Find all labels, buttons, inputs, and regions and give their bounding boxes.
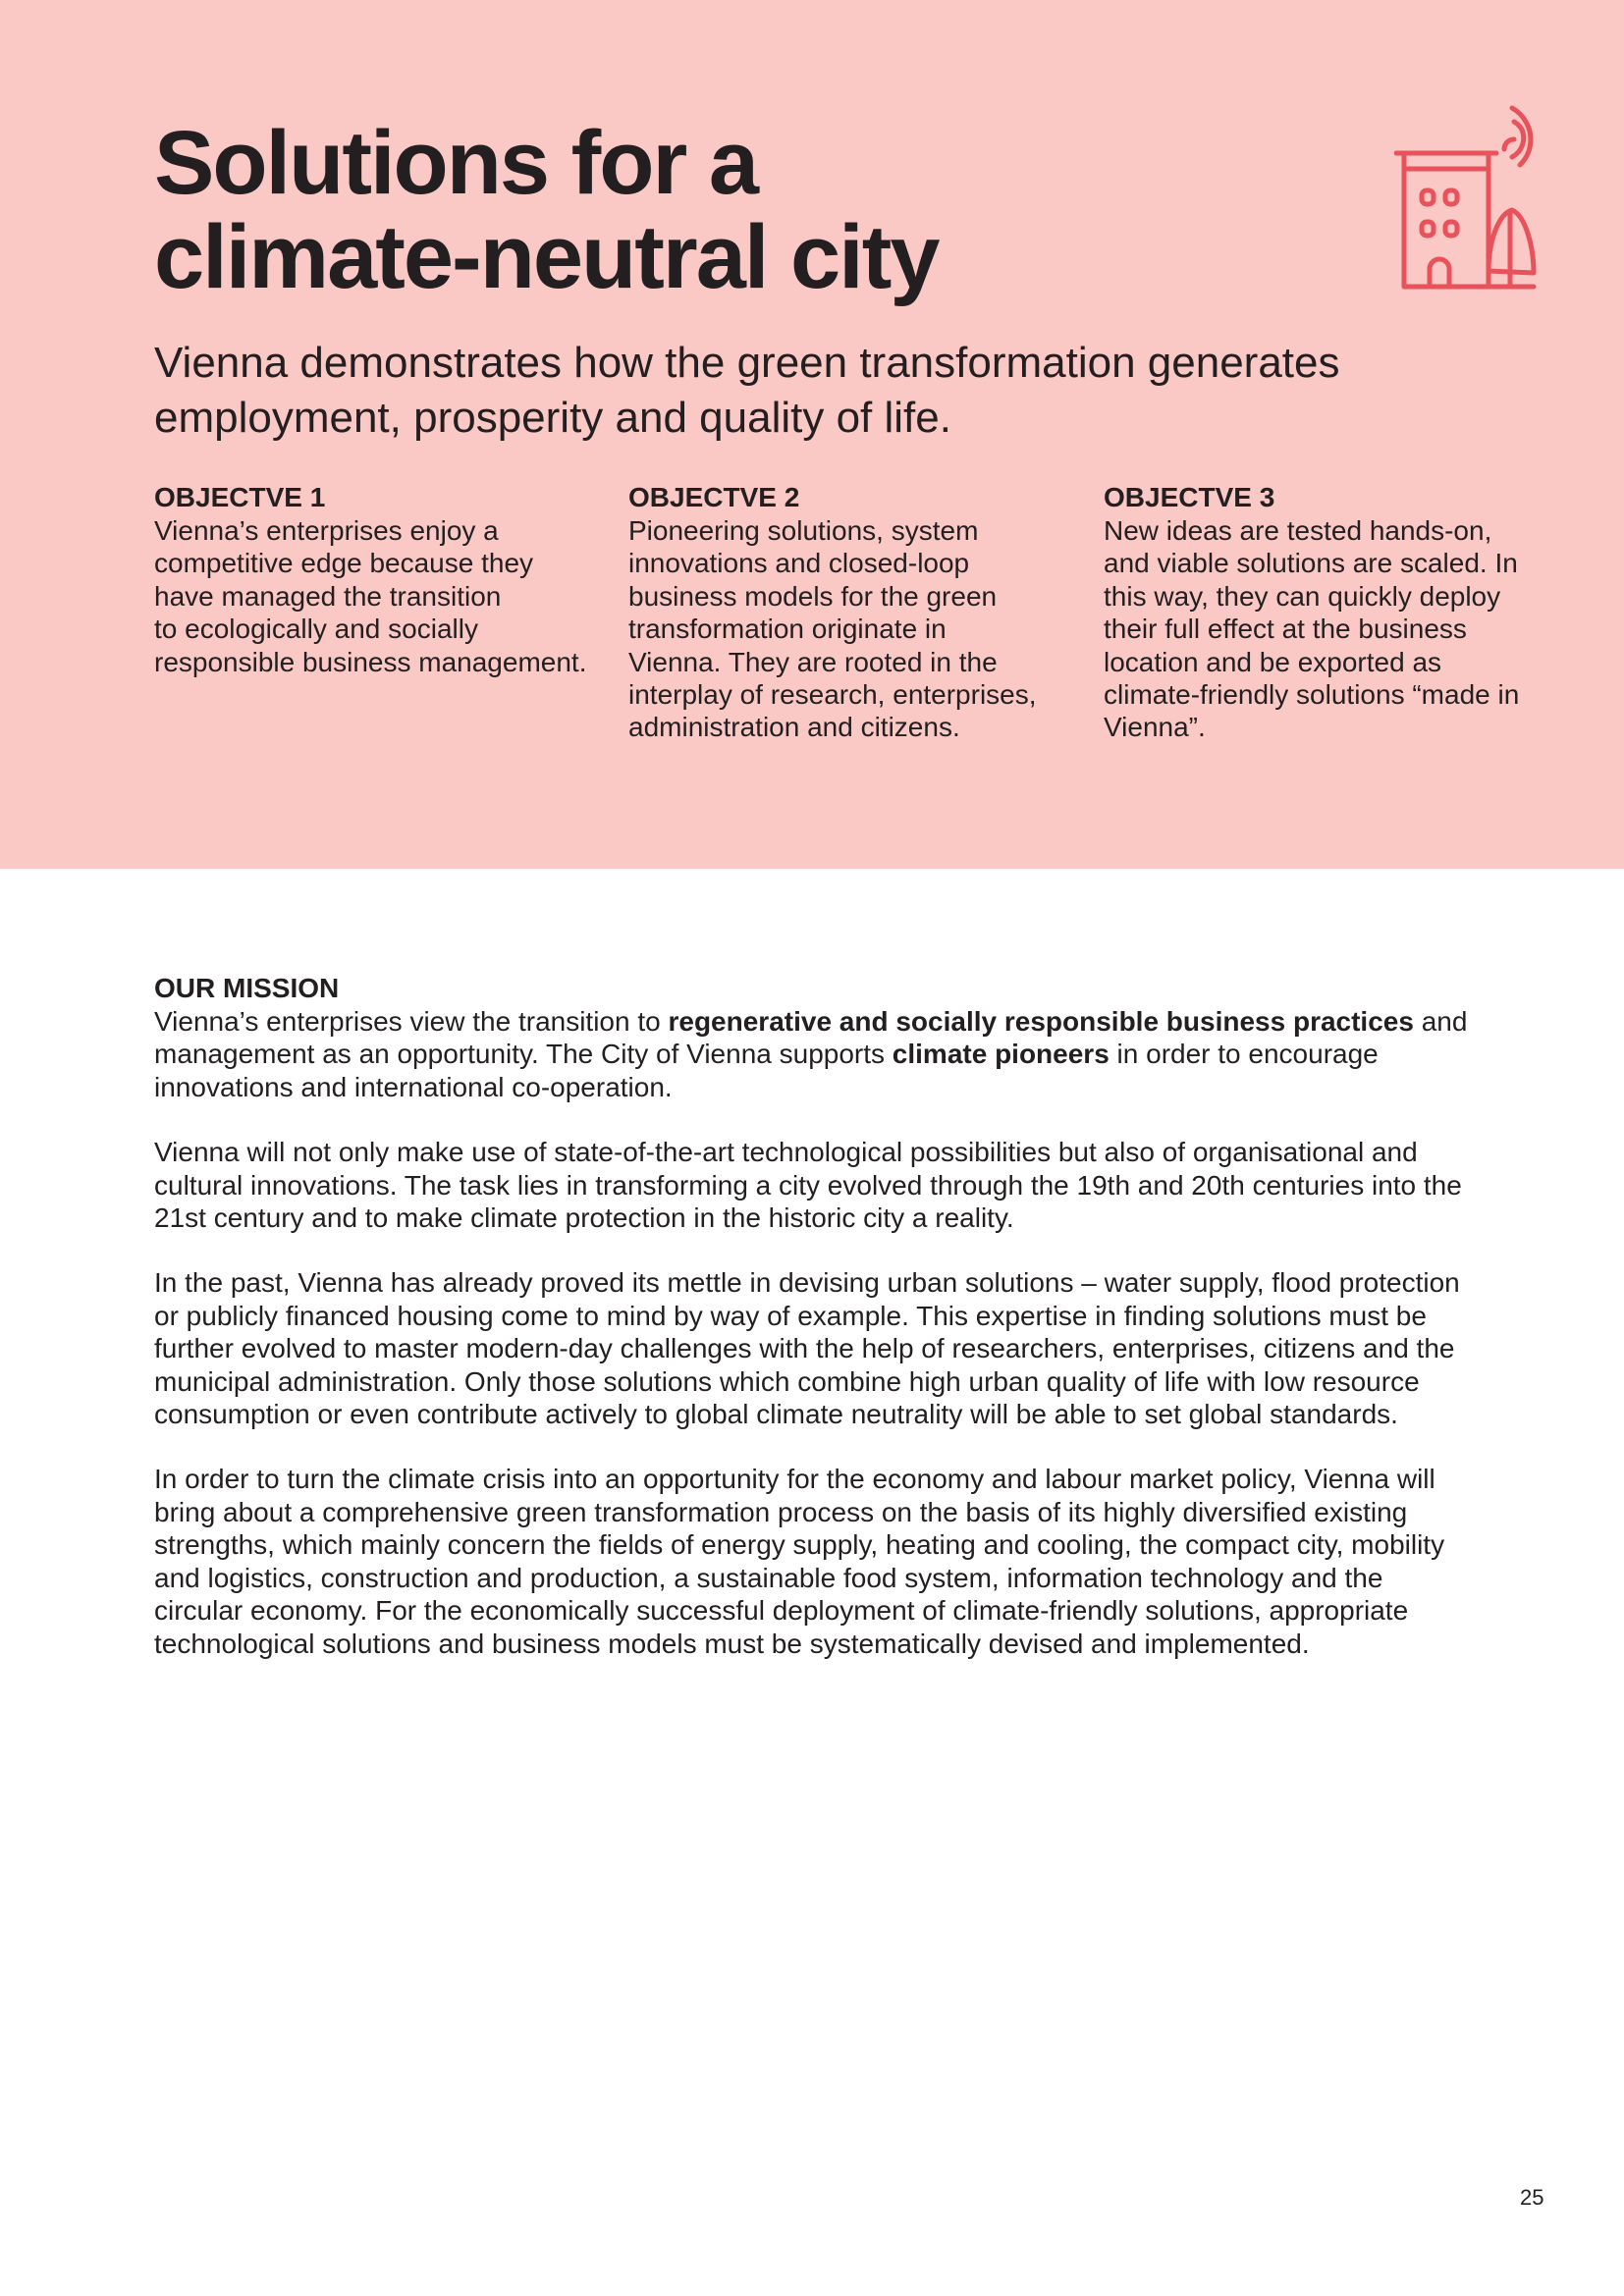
paragraph-line: In the past, Vienna has already proved its mettle in devising urban solutions – water supply, flood protection (154, 1267, 1460, 1299)
mission-paragraph-2 (154, 1136, 1529, 1234)
paragraph-line (154, 1038, 1529, 1070)
objective-text-line: administration and citizens. (628, 712, 960, 743)
objective-text-line: responsible business management. (154, 646, 587, 677)
objective-text-line: transformation originate in (628, 614, 947, 645)
paragraph-line: further evolved to master modern-day challenges with the help of researchers, enterprises, citizens and the (154, 1333, 1455, 1364)
mission-section (154, 972, 1529, 1692)
paragraph-line: and logistics, construction and production, a sustainable food system, information technology and the (154, 1562, 1383, 1593)
objective-text-line: their full effect at the business (1104, 614, 1467, 645)
paragraph-line: cultural innovations. The task lies in transforming a city evolved through the 19th and 20th centuries into the (154, 1169, 1462, 1201)
objective-3 (1104, 481, 1565, 744)
mission-paragraph-3 (154, 1266, 1529, 1430)
title-line: Solutions for a (154, 113, 757, 213)
subtitle-line: Vienna demonstrates how the green transformation generates (154, 339, 1340, 387)
building-with-signal-icon (1394, 98, 1551, 294)
objective-text-line: Pioneering solutions, system (628, 515, 979, 546)
emphasis-text: regenerative and socially responsible business practices (668, 1006, 1414, 1037)
paragraph-line: circular economy. For the economically successful deployment of climate-friendly solutions, appropriate (154, 1595, 1409, 1627)
objective-text-line: location and be exported as (1104, 646, 1442, 677)
paragraph-line: innovations and international co-operation. (154, 1071, 673, 1102)
objective-text-line: innovations and closed-loop (628, 548, 970, 579)
mission-heading: OUR MISSION (154, 973, 340, 1003)
objective-2 (628, 481, 1090, 744)
text-span: Vienna’s enterprises view the transition to (154, 1006, 669, 1037)
objective-text-line: New ideas are tested hands-on, (1104, 515, 1492, 546)
paragraph-line: consumption or even contribute actively to global climate neutrality will be able to set global standards. (154, 1399, 1398, 1430)
paragraph-line: bring about a comprehensive green transformation process on the basis of its highly diversified existing (154, 1496, 1408, 1527)
paragraph-line: or publicly financed housing come to mind by way of example. This expertise in finding solutions must be (154, 1300, 1427, 1331)
paragraph-line: technological solutions and business models must be systematically devised and implemented. (154, 1628, 1310, 1659)
objective-text-line: and viable solutions are scaled. In (1104, 548, 1518, 579)
objective-text-line: have managed the transition (154, 580, 502, 612)
objective-text-line: Vienna. They are rooted in the (628, 646, 998, 677)
mission-paragraph-4 (154, 1463, 1529, 1659)
text-span: and (1413, 1006, 1468, 1037)
paragraph-line: In order to turn the climate crisis into an opportunity for the economy and labour market policy, Vienna will (154, 1464, 1435, 1495)
page-title (154, 113, 1283, 307)
page-number: 25 (1520, 2185, 1544, 2210)
objective-heading: OBJECTVE 2 (628, 482, 800, 512)
objective-text-line: climate-friendly solutions “made in (1104, 679, 1520, 711)
mission-paragraph-1 (154, 1005, 1529, 1103)
paragraph-line: Vienna will not only make use of state-of-the-art technological possibilities but also of organisational and (154, 1137, 1418, 1168)
objective-text-line: Vienna”. (1104, 712, 1206, 743)
objective-text-line: business models for the green (628, 580, 998, 612)
objective-text-line: this way, they can quickly deploy (1104, 580, 1501, 612)
subtitle-line: employment, prosperity and quality of life. (154, 394, 951, 442)
objective-heading: OBJECTVE 1 (154, 482, 326, 512)
objective-text-line: interplay of research, enterprises, (628, 679, 1037, 711)
hero-panel (0, 0, 1624, 869)
text-span: in order to encourage (1109, 1039, 1379, 1070)
objective-heading: OBJECTVE 3 (1104, 482, 1275, 512)
hero-subtitle (154, 336, 1470, 446)
objective-text-line: to ecologically and socially (154, 614, 478, 645)
objective-text-line: competitive edge because they (154, 548, 534, 579)
objective-1 (154, 481, 616, 678)
paragraph-line: municipal administration. Only those solutions which combine high urban quality of life with low resource (154, 1365, 1420, 1397)
emphasis-text: climate pioneers (892, 1039, 1110, 1070)
title-line: climate-neutral city (154, 207, 939, 307)
text-span: management as an opportunity. The City of Vienna supports (154, 1039, 893, 1070)
paragraph-line (154, 1005, 1529, 1038)
objective-text-line: Vienna’s enterprises enjoy a (154, 515, 499, 546)
paragraph-line: 21st century and to make climate protection in the historic city a reality. (154, 1202, 1014, 1234)
paragraph-line: strengths, which mainly concern the fields of energy supply, heating and cooling, the compact city, mobility (154, 1529, 1445, 1561)
